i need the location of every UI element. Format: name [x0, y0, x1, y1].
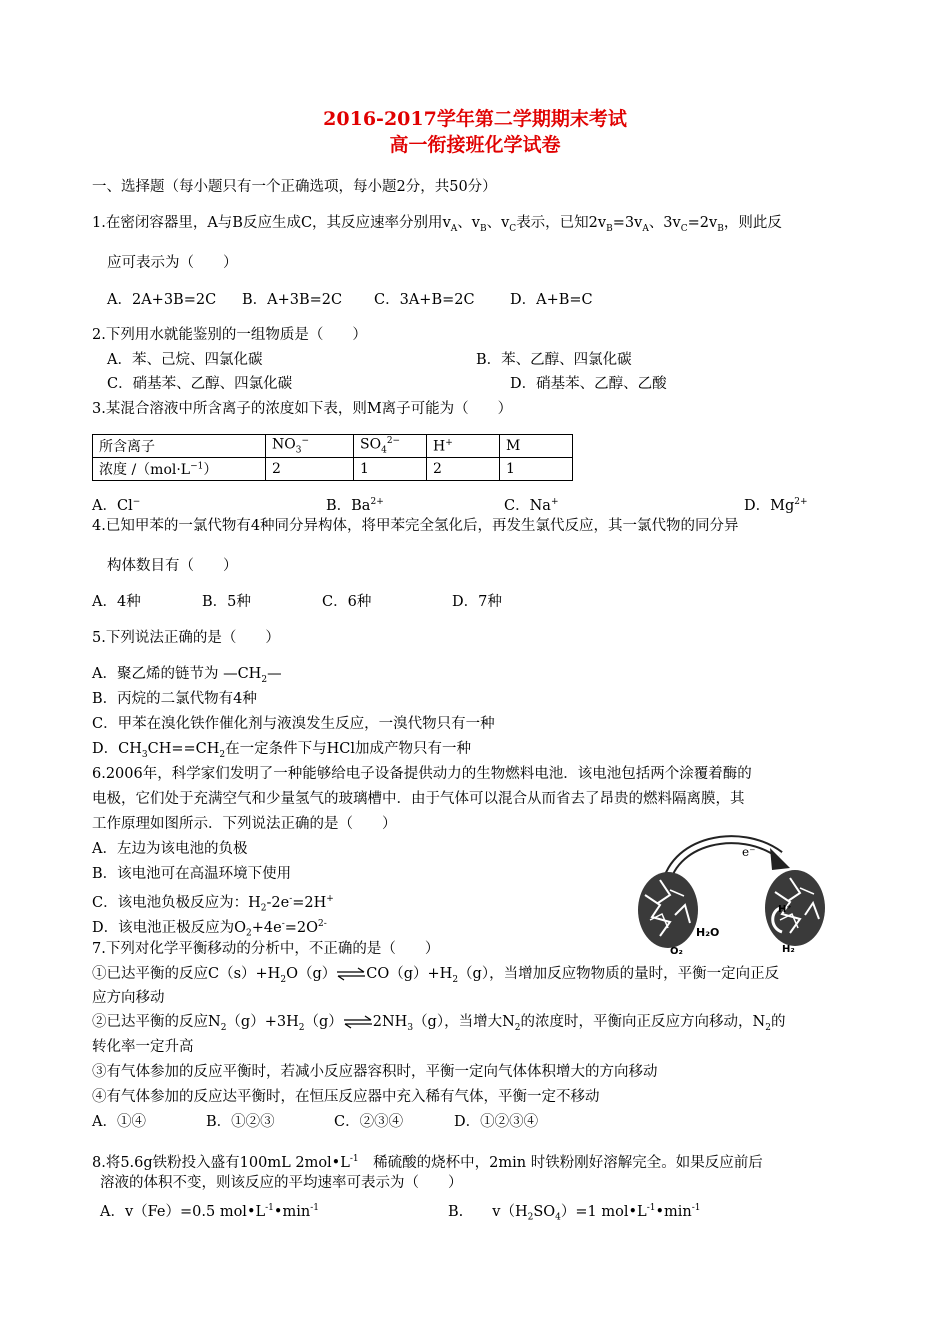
- q4-option-a: A．4种: [92, 594, 141, 610]
- q6-stem-cont2: 工作原理如图所示．下列说法正确的是（ ）: [92, 816, 397, 832]
- q7-item-1-cont: 应方向移动: [92, 990, 165, 1006]
- q5-option-b: B．丙烷的二氯代物有4种: [92, 691, 257, 707]
- table-cell: 2: [427, 458, 500, 481]
- q7-option-b: B．①②③: [206, 1114, 275, 1130]
- q2-option-b: B．苯、乙醇、四氯化碳: [476, 352, 632, 368]
- table-cell: 2: [266, 458, 354, 481]
- h-ion-label: H⁺: [778, 904, 792, 915]
- hydrogen-label: H₂: [782, 944, 795, 955]
- q5-stem: 5.下列说法正确的是（ ）: [92, 630, 280, 646]
- q7-item-4: ④有气体参加的反应达平衡时，在恒压反应器中充入稀有气体，平衡一定不移动: [92, 1089, 600, 1105]
- q7-option-c: C．②③④: [334, 1114, 404, 1130]
- q1-option-d: D．A+B=C: [510, 292, 593, 308]
- table-cell: H+: [427, 435, 500, 458]
- q1-stem: 1.在密闭容器里，A与B反应生成C，其反应速率分别用$v_A$、$v_B$、$v_C$表示，已知$2v_B=3v_A$、$3v_C=2v_B$，则此反: [92, 215, 782, 234]
- q1-option-c: C．3A+B=2C: [374, 292, 475, 308]
- q4-option-b: B．5种: [202, 594, 251, 610]
- q7-item-2: ②已达平衡的反应$N_2(g)+3H_2(g)$ $2NH_3(g)$，当增大$N_2$的浓度时，平衡向正反应方向移动，$N_2$的: [92, 1014, 786, 1033]
- q2-stem: 2.下列用水就能鉴别的一组物质是（ ）: [92, 327, 367, 343]
- q2-option-c: C．硝基苯、乙醇、四氯化碳: [107, 376, 293, 392]
- q4-option-d: D．7种: [452, 594, 502, 610]
- q1-option-b: B．A+3B=2C: [242, 292, 343, 308]
- exam-title-line1: 2016-2017学年第二学期期末考试: [323, 108, 627, 130]
- q6-option-b: B．该电池可在高温环境下使用: [92, 866, 292, 882]
- section-header: 一、选择题（每小题只有一个正确选项，每小题2分，共50分）: [92, 179, 497, 195]
- table-cell: $NO_3^-$: [266, 435, 354, 458]
- q5-option-d: D．$CH_3CH==CH_2$在一定条件下与HCl加成产物只有一种: [92, 741, 472, 760]
- q8-stem: 8.将5.6g铁粉投入盛有100mL $2mol•L^{-1}$ 稀硫酸的烧杯中，2min 时铁粉刚好溶解完全。如果反应前后: [92, 1154, 763, 1171]
- electron-label: e⁻: [742, 845, 756, 859]
- exam-title-line2: 高一衔接班化学试卷: [389, 134, 561, 156]
- q7-option-a: A．①④: [92, 1114, 146, 1130]
- left-enzyme-electrode: [638, 872, 698, 948]
- q3-option-d: D．$Mg^{2+}$: [744, 497, 808, 514]
- table-cell: 1: [500, 458, 573, 481]
- q6-stem: 6.2006年，科学家们发明了一种能够给电子设备提供动力的生物燃料电池．该电池包括两个涂覆着酶的: [92, 766, 752, 782]
- q8-option-a: A．v（Fe）=0.5 $mol•L^{-1}•\min^{-1}$: [100, 1203, 319, 1220]
- q4-stem-cont: 构体数目有（ ）: [107, 558, 238, 574]
- q3-option-b: B．$Ba^{2+}$: [326, 497, 384, 514]
- q3-option-c: C．Na+: [504, 497, 559, 514]
- table-cell: 所含离子: [93, 435, 266, 458]
- q7-item-3: ③有气体参加的反应平衡时，若减小反应器容积时，平衡一定向气体体积增大的方向移动: [92, 1064, 658, 1080]
- q1-option-a: A．2A+3B=2C: [107, 292, 217, 308]
- q7-item-2-cont: 转化率一定升高: [92, 1039, 194, 1055]
- table-row: [93, 435, 573, 458]
- q6-stem-cont1: 电极，它们处于充满空气和少量氢气的玻璃槽中．由于气体可以混合从而省去了昂贵的燃料隔离膜，其: [92, 791, 745, 807]
- table-cell: $SO_4^{2-}$: [354, 435, 427, 458]
- q7-stem: 7.下列对化学平衡移动的分析中，不正确的是（ ）: [92, 941, 440, 957]
- right-enzyme-electrode: [765, 870, 825, 946]
- oxygen-label: O₂: [670, 946, 683, 957]
- q1-stem-cont: 应可表示为（ ）: [107, 255, 238, 271]
- table-cell: 浓度 $/(mol\cdot L^{-1})$: [93, 458, 266, 481]
- q6-option-c: C．该电池负极反应为：$H_2-2e^-=2H^+$: [92, 894, 334, 914]
- table-row: [93, 458, 573, 481]
- q3-option-a: A．Cl−: [92, 497, 141, 514]
- q4-option-c: C．6种: [322, 594, 372, 610]
- q6-option-a: A．左边为该电池的负极: [92, 841, 248, 857]
- q7-option-d: D．①②③④: [454, 1114, 539, 1130]
- q5-option-c: C．甲苯在溴化铁作催化剂与液溴发生反应，一溴代物只有一种: [92, 716, 495, 732]
- water-label: H₂O: [696, 926, 720, 939]
- table-cell: M: [500, 435, 573, 458]
- table-cell: 1: [354, 458, 427, 481]
- q3-stem: 3.某混合溶液中所含离子的浓度如下表，则M离子可能为（ ）: [92, 401, 513, 417]
- ion-concentration-table: [92, 434, 573, 481]
- q4-stem: 4.已知甲苯的一氯代物有4种同分异构体，将甲苯完全氢化后，再发生氯代反应，其一氯代物的同分异: [92, 518, 739, 534]
- q2-option-a: A．苯、己烷、四氯化碳: [107, 352, 263, 368]
- q8-stem-cont: 溶液的体积不变，则该反应的平均速率可表示为（ ）: [100, 1175, 463, 1191]
- equilibrium-arrow-icon: [343, 1015, 373, 1029]
- q8-option-b: B. $v(H_2SO_4)=1$ $mol•L^{-1}•\min^{-1}$: [448, 1203, 701, 1223]
- q7-item-1: ①已达平衡的反应$C(s)+H_2O(g)$ $CO(g)+H_2(g)$，当增加反应物物质的量时，平衡一定向正反: [92, 966, 780, 985]
- q6-option-d: D．该电池正极反应为$O_2+4e^-=2O^{2-}$: [92, 919, 327, 939]
- equilibrium-arrow-icon: [336, 967, 366, 981]
- fuel-cell-diagram: [630, 820, 830, 958]
- q2-option-d: D．硝基苯、乙醇、乙酸: [510, 376, 667, 392]
- q5-option-a: A．聚乙烯的链节为 $—CH_2—$: [92, 666, 282, 685]
